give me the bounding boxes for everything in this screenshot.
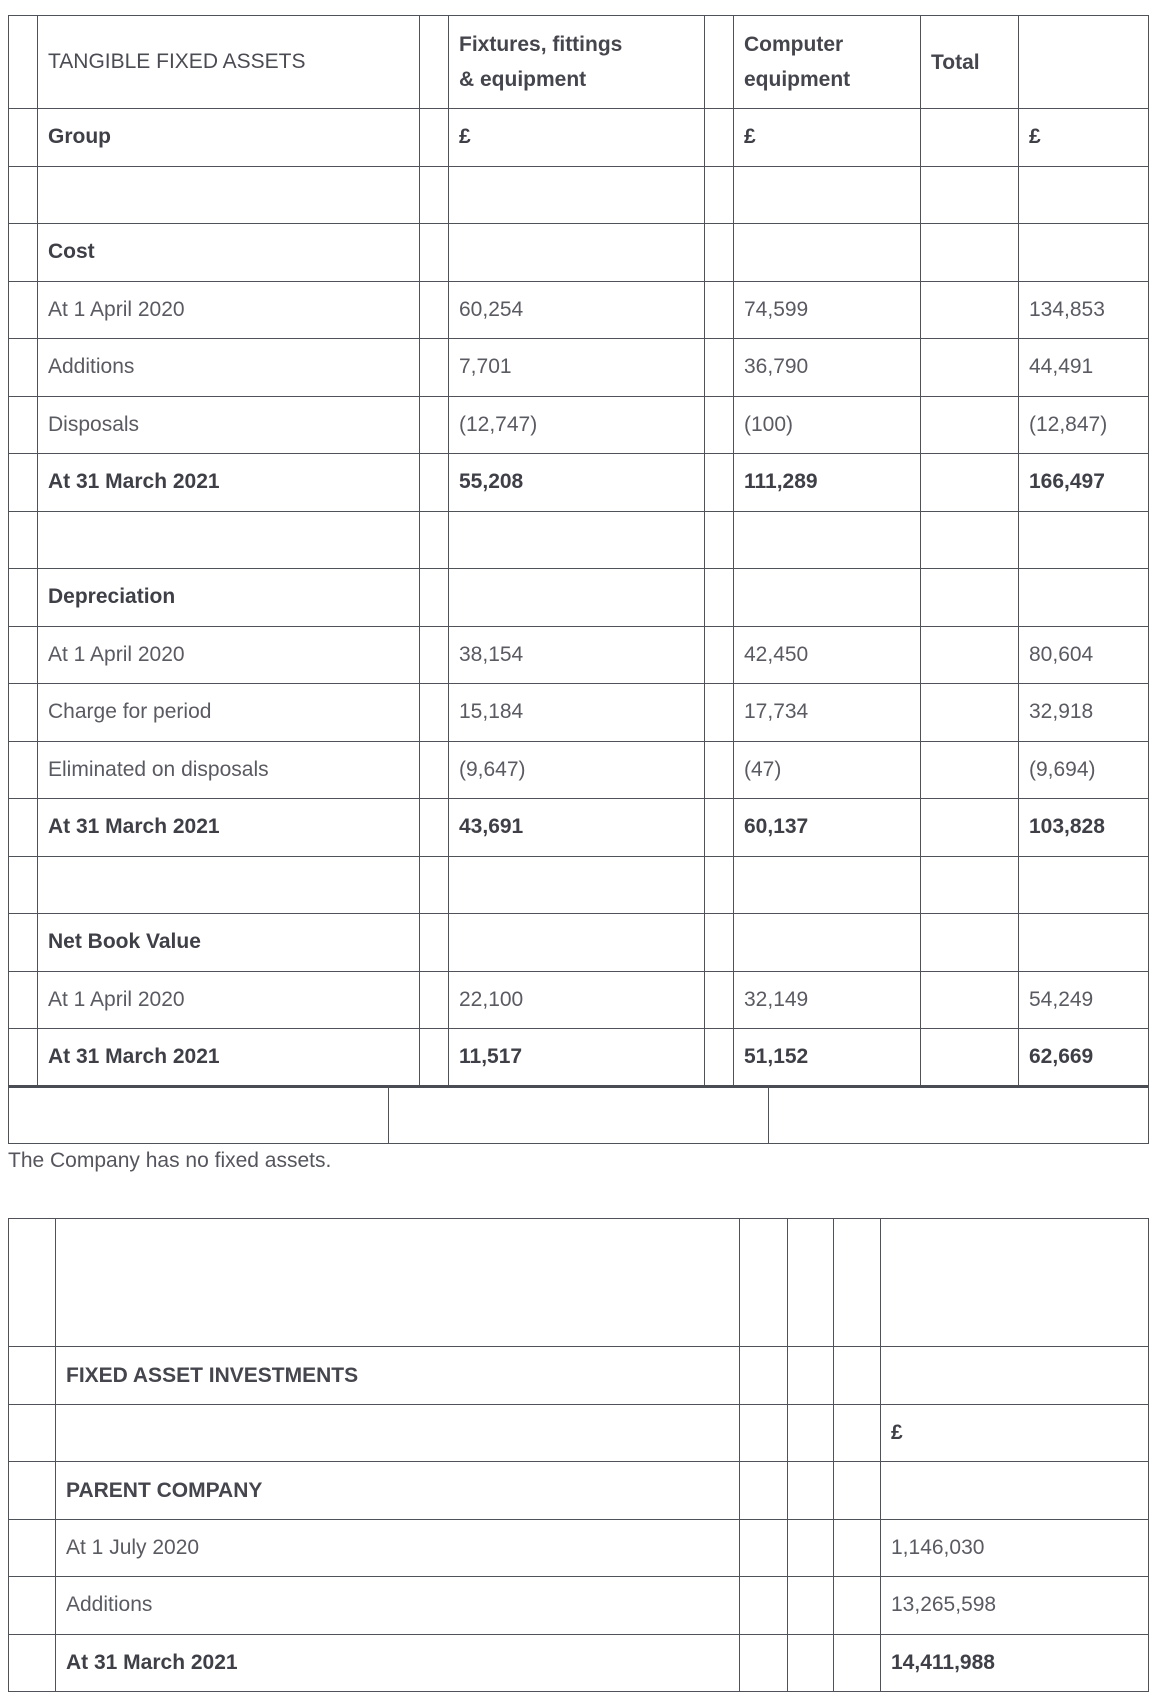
empty-cell [9,1462,56,1520]
currency-total: £ [1019,109,1149,167]
empty-cell [9,224,38,282]
empty-cell [9,1347,56,1405]
empty-cell [9,1519,56,1577]
empty-cell [9,454,38,512]
empty-cell [420,684,449,742]
empty-cell [9,511,38,569]
table-row [9,396,1149,454]
empty-cell [834,1577,881,1635]
row-value: 14,411,988 [881,1634,1149,1692]
blank-row [9,1086,1149,1143]
value-computer: 111,289 [734,454,921,512]
column-header-computer: Computer equipment [734,16,921,109]
empty-cell [420,281,449,339]
empty-cell [1019,511,1149,569]
empty-cell [740,1347,788,1405]
currency-row [9,1404,1149,1462]
empty-cell [705,799,734,857]
empty-cell [705,396,734,454]
table-row [9,684,1149,742]
empty-cell [921,799,1019,857]
section-heading-parent-company: PARENT COMPANY [56,1462,740,1520]
empty-cell [705,914,734,972]
empty-cell [705,454,734,512]
empty-cell [734,569,921,627]
empty-cell [420,396,449,454]
total-row [9,454,1149,512]
table-title: TANGIBLE FIXED ASSETS [38,16,420,109]
empty-cell [705,166,734,224]
table-row [9,741,1149,799]
section-heading-cost: Cost [38,224,420,282]
empty-cell [9,1577,56,1635]
row-value: 13,265,598 [881,1577,1149,1635]
value-total: 134,853 [1019,281,1149,339]
currency-label: £ [881,1404,1149,1462]
empty-cell [921,626,1019,684]
row-label: At 31 March 2021 [38,454,420,512]
total-row [9,1029,1149,1087]
total-row [9,1634,1149,1692]
empty-cell [734,856,921,914]
group-label: Group [38,109,420,167]
section-heading-row [9,224,1149,282]
empty-cell [9,166,38,224]
empty-footer-table [8,1086,1149,1144]
empty-cell [740,1577,788,1635]
value-total: 54,249 [1019,971,1149,1029]
empty-cell [449,569,705,627]
value-fixtures: 60,254 [449,281,705,339]
empty-cell [734,511,921,569]
empty-cell [705,339,734,397]
row-label: Charge for period [38,684,420,742]
empty-cell [1019,856,1149,914]
empty-cell [9,396,38,454]
column-header-fixtures: Fixtures, fittings & equipment [449,16,705,109]
empty-cell [921,914,1019,972]
empty-cell [705,971,734,1029]
tangible-fixed-assets-table [8,15,1149,1088]
empty-cell [705,281,734,339]
empty-cell [921,339,1019,397]
value-computer: 17,734 [734,684,921,742]
empty-cell [734,166,921,224]
empty-cell [1019,224,1149,282]
empty-cell [9,1404,56,1462]
empty-cell [921,511,1019,569]
value-total: 62,669 [1019,1029,1149,1087]
empty-cell [420,339,449,397]
empty-cell [9,281,38,339]
empty-cell [734,914,921,972]
table-row [9,339,1149,397]
empty-cell [56,1404,740,1462]
section-heading-net-book-value: Net Book Value [38,914,420,972]
empty-cell [420,1029,449,1087]
empty-cell [420,971,449,1029]
value-fixtures: 22,100 [449,971,705,1029]
row-label: Eliminated on disposals [38,741,420,799]
empty-cell [834,1404,881,1462]
value-total: (12,847) [1019,396,1149,454]
empty-cell [420,626,449,684]
empty-cell [740,1462,788,1520]
value-fixtures: 11,517 [449,1029,705,1087]
empty-cell [449,914,705,972]
empty-cell [921,1029,1019,1087]
empty-cell [420,799,449,857]
empty-cell [921,569,1019,627]
row-label: At 1 April 2020 [38,626,420,684]
currency-row [9,109,1149,167]
row-label: At 1 July 2020 [56,1519,740,1577]
row-label: At 31 March 2021 [38,1029,420,1087]
section-heading-row [9,1462,1149,1520]
value-total: 80,604 [1019,626,1149,684]
row-label: At 1 April 2020 [38,281,420,339]
value-total: 166,497 [1019,454,1149,512]
empty-cell [788,1462,834,1520]
value-fixtures: 38,154 [449,626,705,684]
empty-cell [921,224,1019,282]
empty-cell [881,1462,1149,1520]
empty-cell [834,1219,881,1347]
empty-cell [9,1634,56,1692]
empty-cell [420,914,449,972]
empty-cell [9,741,38,799]
value-fixtures: 15,184 [449,684,705,742]
empty-cell [921,684,1019,742]
empty-cell [9,339,38,397]
empty-cell [705,511,734,569]
empty-cell [705,856,734,914]
row-label: Disposals [38,396,420,454]
empty-cell [56,1219,740,1347]
empty-cell [834,1519,881,1577]
currency-computer: £ [734,109,921,167]
empty-cell [9,1029,38,1087]
row-label: At 1 April 2020 [38,971,420,1029]
empty-cell [9,569,38,627]
row-label: Additions [38,339,420,397]
empty-cell [921,166,1019,224]
empty-cell [9,914,38,972]
empty-cell [420,454,449,512]
table-row [9,281,1149,339]
table-title: FIXED ASSET INVESTMENTS [56,1347,740,1405]
empty-cell [921,856,1019,914]
empty-cell [420,569,449,627]
value-computer: 32,149 [734,971,921,1029]
table-row [9,1519,1149,1577]
empty-cell [38,166,420,224]
empty-cell [834,1347,881,1405]
empty-cell [420,166,449,224]
value-fixtures: (9,647) [449,741,705,799]
empty-cell [705,684,734,742]
empty-cell [705,626,734,684]
value-computer: (47) [734,741,921,799]
empty-cell [38,856,420,914]
empty-cell [1019,914,1149,972]
empty-cell [834,1634,881,1692]
empty-cell [921,396,1019,454]
table-row [9,971,1149,1029]
empty-cell [740,1404,788,1462]
value-total: 44,491 [1019,339,1149,397]
empty-cell [921,281,1019,339]
column-header-total: Total [921,16,1019,109]
empty-cell [788,1219,834,1347]
value-total: 103,828 [1019,799,1149,857]
empty-cell [834,1462,881,1520]
empty-cell [740,1519,788,1577]
empty-cell [881,1219,1149,1347]
value-fixtures: 55,208 [449,454,705,512]
section-heading-row [9,914,1149,972]
empty-cell [788,1347,834,1405]
empty-cell [449,511,705,569]
empty-cell [921,741,1019,799]
empty-cell [420,511,449,569]
company-note: The Company has no fixed assets. [8,1149,332,1172]
value-computer: 36,790 [734,339,921,397]
empty-cell [449,856,705,914]
empty-cell [420,741,449,799]
empty-cell [921,454,1019,512]
table-row [9,626,1149,684]
empty-cell [734,224,921,282]
empty-cell [420,224,449,282]
section-heading-row [9,569,1149,627]
empty-cell [740,1634,788,1692]
title-row [9,1347,1149,1405]
row-label: Additions [56,1577,740,1635]
empty-cell [9,684,38,742]
row-label: At 31 March 2021 [38,799,420,857]
row-label: At 31 March 2021 [56,1634,740,1692]
blank-row [9,511,1149,569]
empty-cell [740,1219,788,1347]
blank-row [9,166,1149,224]
empty-cell [788,1404,834,1462]
empty-cell [881,1347,1149,1405]
empty-cell [38,511,420,569]
value-total: (9,694) [1019,741,1149,799]
empty-cell [9,971,38,1029]
empty-cell [705,741,734,799]
empty-cell [705,224,734,282]
empty-cell [1019,569,1149,627]
value-fixtures: (12,747) [449,396,705,454]
empty-cell [788,1519,834,1577]
empty-cell [1019,166,1149,224]
fixed-asset-investments-table [8,1218,1149,1692]
blank-row [9,856,1149,914]
total-row [9,799,1149,857]
row-value: 1,146,030 [881,1519,1149,1577]
value-computer: 74,599 [734,281,921,339]
empty-cell [705,1029,734,1087]
blank-header-row [9,1219,1149,1347]
empty-cell [420,856,449,914]
value-total: 32,918 [1019,684,1149,742]
empty-cell [9,1219,56,1347]
empty-cell [449,166,705,224]
section-heading-depreciation: Depreciation [38,569,420,627]
value-computer: 60,137 [734,799,921,857]
value-fixtures: 43,691 [449,799,705,857]
value-computer: 51,152 [734,1029,921,1087]
currency-fixtures: £ [449,109,705,167]
value-computer: 42,450 [734,626,921,684]
empty-cell [449,224,705,282]
empty-cell [788,1577,834,1635]
empty-cell [9,856,38,914]
header-row [9,16,1149,109]
empty-cell [705,569,734,627]
value-computer: (100) [734,396,921,454]
empty-cell [9,799,38,857]
table-row [9,1577,1149,1635]
value-fixtures: 7,701 [449,339,705,397]
empty-cell [921,971,1019,1029]
empty-cell [9,626,38,684]
empty-cell [788,1634,834,1692]
